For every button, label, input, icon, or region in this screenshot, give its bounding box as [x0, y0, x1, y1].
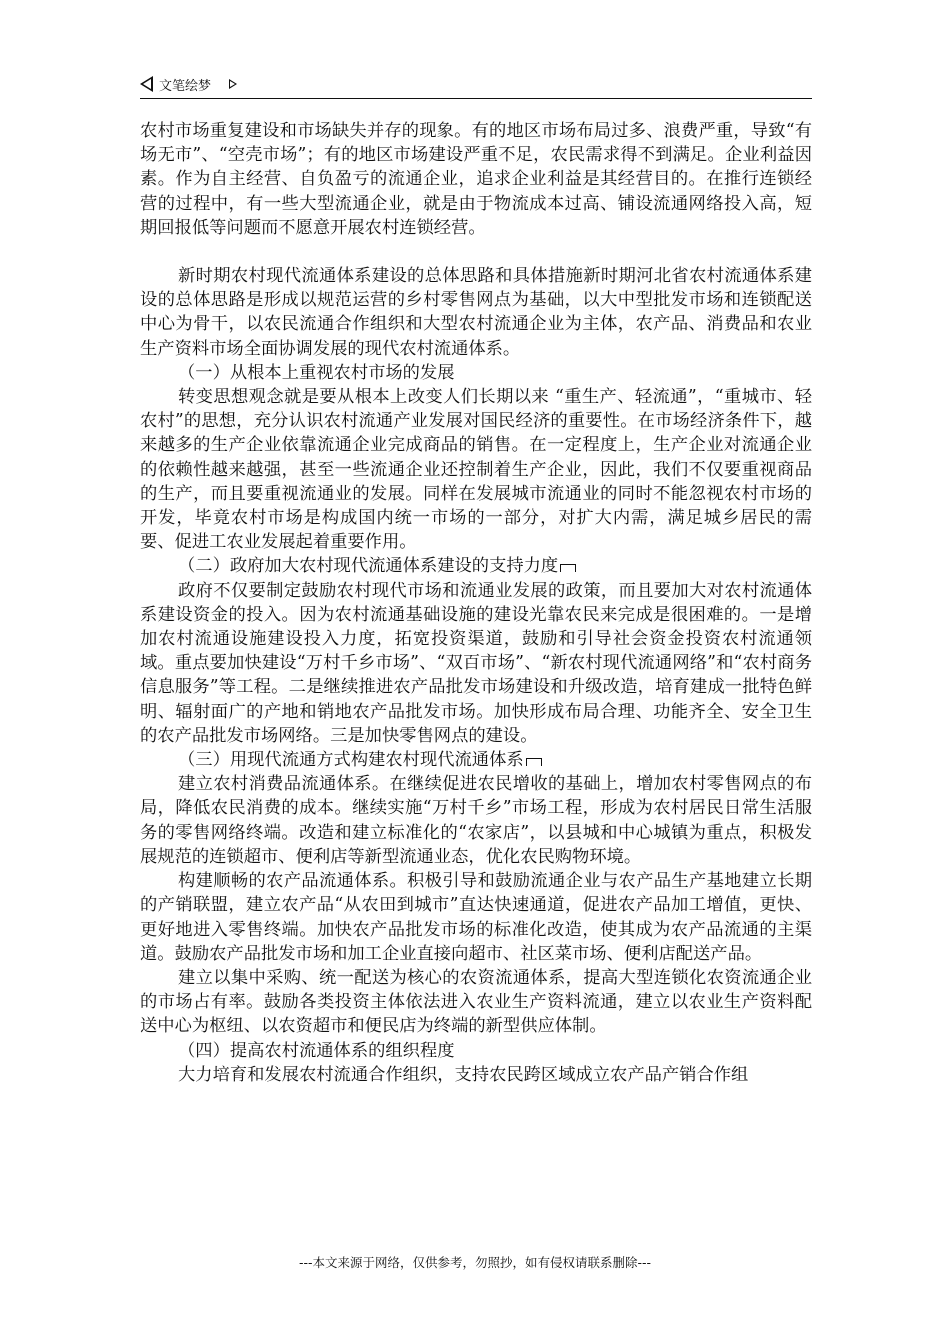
- section-heading: [140, 554, 812, 578]
- section-heading: （四）提高农村流通体系的组织程度: [178, 1040, 455, 1061]
- section-heading-text: （二）政府加大农村现代流通体系建设的支持力度: [178, 556, 559, 577]
- header-brand: 文笔绘梦: [159, 79, 212, 94]
- paragraph: 大力培育和发展农村流通合作组织，支持农民跨区域成立农产品产销合作组: [178, 1064, 749, 1085]
- paragraph: 新时期农村现代流通体系建设的总体思路和具体措施新时期河北省农村流通体系建设的总体思路是形成以规范运营的乡村零售网点为基础，以大中型批发市场和连锁配送中心为骨干，以农民流通合作组织和大型农村流通企业为主体，农产品、消费品和农业生产资料市场全面协调发展的现代农村流通体系。: [140, 266, 812, 359]
- right-triangle-icon: [229, 79, 237, 89]
- bracket-mark-icon: [560, 564, 576, 572]
- paragraph: 建立以集中采购、统一配送为核心的农资流通体系，提高大型连锁化农资流通企业的市场占有率。鼓励各类投资主体依法进入农业生产资料流通，建立以农业生产资料配送中心为枢纽、以农资超市和便民店为终端的新型供应体制。: [140, 967, 812, 1037]
- paragraph: 建立农村消费品流通体系。在继续促进农民增收的基础上，增加农村零售网点的布局，降低农民消费的成本。继续实施“万村千乡”市场工程，形成为农村居民日常生活服务的零售网络终端。改造和建立标准化的“农家店”，以县城和中心城镇为重点，积极发展规范的连锁超市、便利店等新型流通业态，优化农民购物环境。: [140, 774, 812, 867]
- section-heading: （一）从根本上重视农村市场的发展: [178, 362, 455, 383]
- footer-notice: ---本文来源于网络，仅供参考，勿照抄，如有侵权请联系删除---: [298, 1255, 652, 1270]
- document-body: [140, 119, 812, 1087]
- left-triangle-icon: [140, 76, 153, 92]
- paragraph: 政府不仅要制定鼓励农村现代市场和流通业发展的政策，而且要加大对农村流通体系建设资金的投入。因为农村流通基础设施的建设光靠农民来完成是很困难的。一是增加农村流通设施建设投入力度，拓宽投资渠道，鼓励和引导社会资金投资农村流通领域。重点要加快建设“万村千乡市场”、“双百市场”、“新农村现代流通网络”和“农村商务信息服务”等工程。二是继续推进农产品批发市场建设和升级改造，培育建成一批特色鲜明、辐射面广的产地和销地农产品批发市场。加快形成布局合理、功能齐全、安全卫生的农产品批发市场网络。三是加快零售网点的建设。: [140, 580, 812, 746]
- paragraph: 农村市场重复建设和市场缺失并存的现象。有的地区市场布局过多、浪费严重，导致“有场无市”、“空壳市场”；有的地区市场建设严重不足，农民需求得不到满足。企业利益因素。作为自主经营、自负盈亏的流通企业，追求企业利益是其经营目的。在推行连锁经营的过程中，有一些大型流通企业，就是由于物流成本过高、铺设流通网络投入高，短期回报低等问题而不愿意开展农村连锁经营。: [140, 121, 812, 238]
- page-header: [140, 74, 812, 98]
- header-rule: [140, 98, 812, 99]
- paragraph: 转变思想观念就是要从根本上改变人们长期以来 “重生产、轻流通”，“重城市、轻农村”的思想，充分认识农村流通产业发展对国民经济的重要性。在市场经济条件下，越来越多的生产企业依靠流通企业完成商品的销售。在一定程度上，生产企业对流通企业的依赖性越来越强，甚至一些流通企业还控制着生产企业，因此，我们不仅要重视商品的生产，而且要重视流通业的发展。同样在发展城市流通业的同时不能忽视农村市场的开发，毕竟农村市场是构成国内统一市场的一部分，对扩大内需，满足城乡居民的需要、促进工农业发展起着重要作用。: [140, 387, 812, 553]
- section-heading-text: （三）用现代流通方式构建农村现代流通体系: [178, 750, 524, 771]
- paragraph: 构建顺畅的农产品流通体系。积极引导和鼓励流通企业与农产品生产基地建立长期的产销联盟，建立农产品“从农田到城市”直达快速通道，促进农产品加工增值，更快、更好地进入零售终端。加快农产品批发市场的标准化改造，使其成为农产品流通的主渠道。鼓励农产品批发市场和加工企业直接向超市、社区菜市场、便利店配送产品。: [140, 871, 812, 964]
- section-heading: [140, 748, 812, 772]
- bracket-mark-icon: [526, 758, 542, 766]
